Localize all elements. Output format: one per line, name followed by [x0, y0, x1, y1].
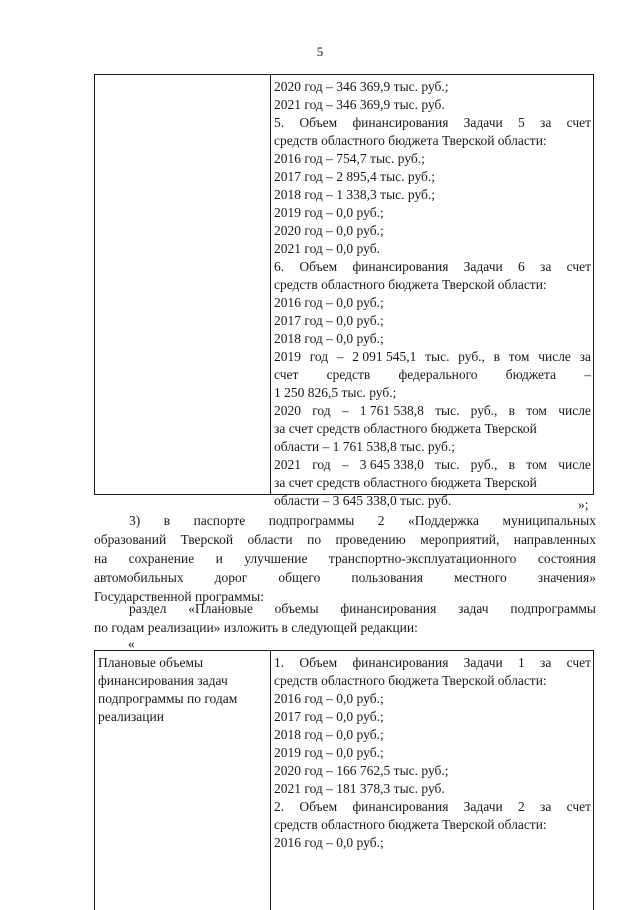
text-line: 2016 год – 754,7 тыс. руб.;	[274, 151, 425, 166]
word: средств	[326, 367, 371, 382]
word: муниципальных	[502, 513, 596, 528]
column-divider	[270, 75, 271, 494]
justified-text-line	[274, 114, 591, 132]
financing-details-cell	[274, 654, 591, 852]
justified-text-line	[129, 511, 596, 530]
word: на	[94, 551, 108, 566]
financing-table-continued	[94, 74, 594, 508]
paragraph-first-line-wrap	[94, 599, 596, 618]
word: 2019	[274, 349, 301, 364]
word: паспорте	[193, 513, 246, 528]
paragraph-rest	[94, 530, 596, 606]
word: значения»	[537, 570, 596, 585]
word: пользования	[351, 570, 423, 585]
text-line: средств областного бюджета Тверской области:	[274, 673, 547, 688]
word: тыс.	[425, 349, 450, 364]
justified-text-line	[274, 654, 591, 672]
justified-text-line	[94, 549, 596, 568]
word: за	[540, 259, 552, 274]
justified-text-line	[94, 568, 596, 587]
word: Объем	[299, 115, 338, 130]
justified-text-line	[274, 456, 591, 474]
planned-financing-table	[94, 650, 594, 910]
word: проведению	[335, 532, 406, 547]
word: раздел	[129, 601, 167, 616]
word: руб.,	[458, 349, 485, 364]
word: тыс.	[435, 403, 460, 418]
word: по	[307, 532, 322, 547]
word: числе	[538, 349, 571, 364]
text-line: реализации	[98, 709, 164, 724]
text-line: 2020 год – 0,0 руб.;	[274, 223, 384, 238]
text-line: средств областного бюджета Тверской области:	[274, 277, 547, 292]
paragraph-first-line-wrap	[94, 511, 596, 530]
word: сохранение	[128, 551, 195, 566]
text-line: за счет средств областного бюджета Тверской	[274, 421, 537, 436]
word: 5	[518, 115, 525, 130]
word: 2	[377, 513, 385, 528]
word: 6.	[274, 259, 285, 274]
column-divider	[270, 651, 271, 910]
word: 6	[518, 259, 525, 274]
word: тыс.	[435, 457, 460, 472]
word: финансирования	[352, 259, 449, 274]
word: Задачи	[463, 259, 503, 274]
justified-text-line	[274, 348, 591, 366]
word: год	[312, 457, 331, 472]
text-line: 1 250 826,5 тыс. руб.;	[274, 385, 397, 400]
text-line: 2018 год – 0,0 руб.;	[274, 331, 384, 346]
word: дорог	[214, 570, 248, 585]
page-number: 5	[316, 44, 324, 59]
word: направленных	[513, 532, 596, 547]
word: задач	[458, 601, 489, 616]
word: «Плановые	[188, 601, 253, 616]
text-line: Плановые объемы	[98, 655, 204, 670]
word: местного	[454, 570, 507, 585]
word: 1.	[274, 655, 285, 670]
text-line: 2017 год – 2 895,4 тыс. руб.;	[274, 169, 436, 184]
word: подпрограммы	[510, 601, 596, 616]
word: подпрограммы	[268, 513, 355, 528]
word: 5.	[274, 115, 285, 130]
justified-text-line	[274, 402, 591, 420]
word: в	[508, 457, 516, 472]
word: счет	[566, 115, 591, 130]
word: числе	[558, 403, 591, 418]
text-line: финансирования задач	[98, 673, 228, 688]
word: Объем	[299, 259, 338, 274]
word: 1 761 538,8	[359, 403, 424, 418]
text-line: средств областного бюджета Тверской области:	[274, 133, 547, 148]
text-line: 2017 год – 0,0 руб.;	[274, 709, 384, 724]
word: год	[309, 349, 329, 364]
text-line: подпрограммы по годам	[98, 691, 238, 706]
text-line: 2017 год – 0,0 руб.;	[274, 313, 384, 328]
word: 2	[518, 799, 525, 814]
justified-text-line	[274, 798, 591, 816]
word: счет	[566, 259, 591, 274]
text-line: 2018 год – 0,0 руб.;	[274, 727, 384, 742]
word: Задачи	[463, 799, 503, 814]
word: состояния	[537, 551, 596, 566]
paragraph-section-instruction	[94, 599, 596, 637]
word: руб.,	[470, 403, 498, 418]
word: «Поддержка	[408, 513, 480, 528]
justified-text-line	[94, 530, 596, 549]
word: счет	[274, 367, 299, 382]
closing-quote-mark: »;	[578, 497, 589, 512]
word: в	[508, 403, 516, 418]
word: в	[163, 513, 171, 528]
text-line: 2021 год – 181 378,3 тыс. руб.	[274, 781, 445, 796]
word: том	[526, 457, 547, 472]
word: в	[493, 349, 501, 364]
text-line: 2020 год – 346 369,9 тыс. руб.;	[274, 79, 449, 94]
text-line: по годам реализации» изложить в следующей редакции:	[94, 620, 418, 635]
word: объемы	[274, 601, 319, 616]
text-line: 2019 год – 0,0 руб.;	[274, 745, 384, 760]
text-line: за счет средств областного бюджета Тверской	[274, 475, 537, 490]
word: 2020	[274, 403, 301, 418]
text-line: 2021 год – 346 369,9 тыс. руб.	[274, 97, 445, 112]
word: том	[508, 349, 530, 364]
justified-text-line	[274, 366, 591, 384]
word: за	[540, 799, 552, 814]
word: 1	[518, 655, 525, 670]
word: финансирования	[352, 799, 449, 814]
paragraph-item-3	[94, 511, 596, 606]
word: Задачи	[463, 655, 503, 670]
word: области	[247, 532, 293, 547]
word: Объем	[299, 799, 338, 814]
word: Задачи	[463, 115, 503, 130]
word: счет	[566, 655, 591, 670]
text-line: 2020 год – 166 762,5 тыс. руб.;	[274, 763, 449, 778]
word: бюджета	[505, 367, 557, 382]
opening-quote-mark: «	[128, 636, 135, 651]
word: 2021	[274, 457, 301, 472]
text-line: 2018 год – 1 338,3 тыс. руб.;	[274, 187, 436, 202]
word: общего	[278, 570, 321, 585]
word: числе	[558, 457, 591, 472]
section-label-cell	[98, 654, 266, 726]
text-line: 2016 год – 0,0 руб.;	[274, 691, 384, 706]
word: том	[526, 403, 547, 418]
word: и	[215, 551, 223, 566]
text-line: 2019 год – 0,0 руб.;	[274, 205, 384, 220]
word: мероприятий,	[420, 532, 500, 547]
word: Тверской	[180, 532, 234, 547]
paragraph-rest	[94, 618, 596, 637]
word: –	[341, 403, 349, 418]
word: год	[312, 403, 331, 418]
word: счет	[566, 799, 591, 814]
word: федерального	[398, 367, 478, 382]
word: финансирования	[352, 115, 449, 130]
text-line: области – 3 645 338,0 тыс. руб.	[274, 493, 452, 508]
word: финансирования	[352, 655, 449, 670]
word: –	[584, 367, 591, 382]
text-line: 2021 год – 0,0 руб.	[274, 241, 380, 256]
word: 2 091 545,1	[352, 349, 417, 364]
word: 3 645 338,0	[359, 457, 424, 472]
word: 2.	[274, 799, 285, 814]
word: –	[336, 349, 344, 364]
word: –	[341, 457, 349, 472]
paragraph-line-first	[129, 599, 596, 618]
justified-text-line	[129, 599, 596, 618]
word: улучшение	[244, 551, 308, 566]
word: 3)	[129, 513, 141, 528]
text-line: области – 1 761 538,8 тыс. руб.;	[274, 439, 455, 454]
text-line: Государственной программы:	[94, 589, 264, 604]
paragraph-line-first	[129, 511, 596, 530]
text-line: средств областного бюджета Тверской области:	[274, 817, 547, 832]
word: за	[540, 115, 552, 130]
word: финансирования	[340, 601, 437, 616]
word: Объем	[299, 655, 338, 670]
word: образований	[94, 532, 167, 547]
word: за	[579, 349, 591, 364]
word: транспортно-эксплуатационного	[328, 551, 517, 566]
word: автомобильных	[94, 570, 184, 585]
word: руб.,	[470, 457, 498, 472]
financing-details-cell	[274, 78, 591, 510]
text-line: 2016 год – 0,0 руб.;	[274, 835, 384, 850]
word: за	[540, 655, 552, 670]
justified-text-line	[274, 258, 591, 276]
text-line: 2016 год – 0,0 руб.;	[274, 295, 384, 310]
